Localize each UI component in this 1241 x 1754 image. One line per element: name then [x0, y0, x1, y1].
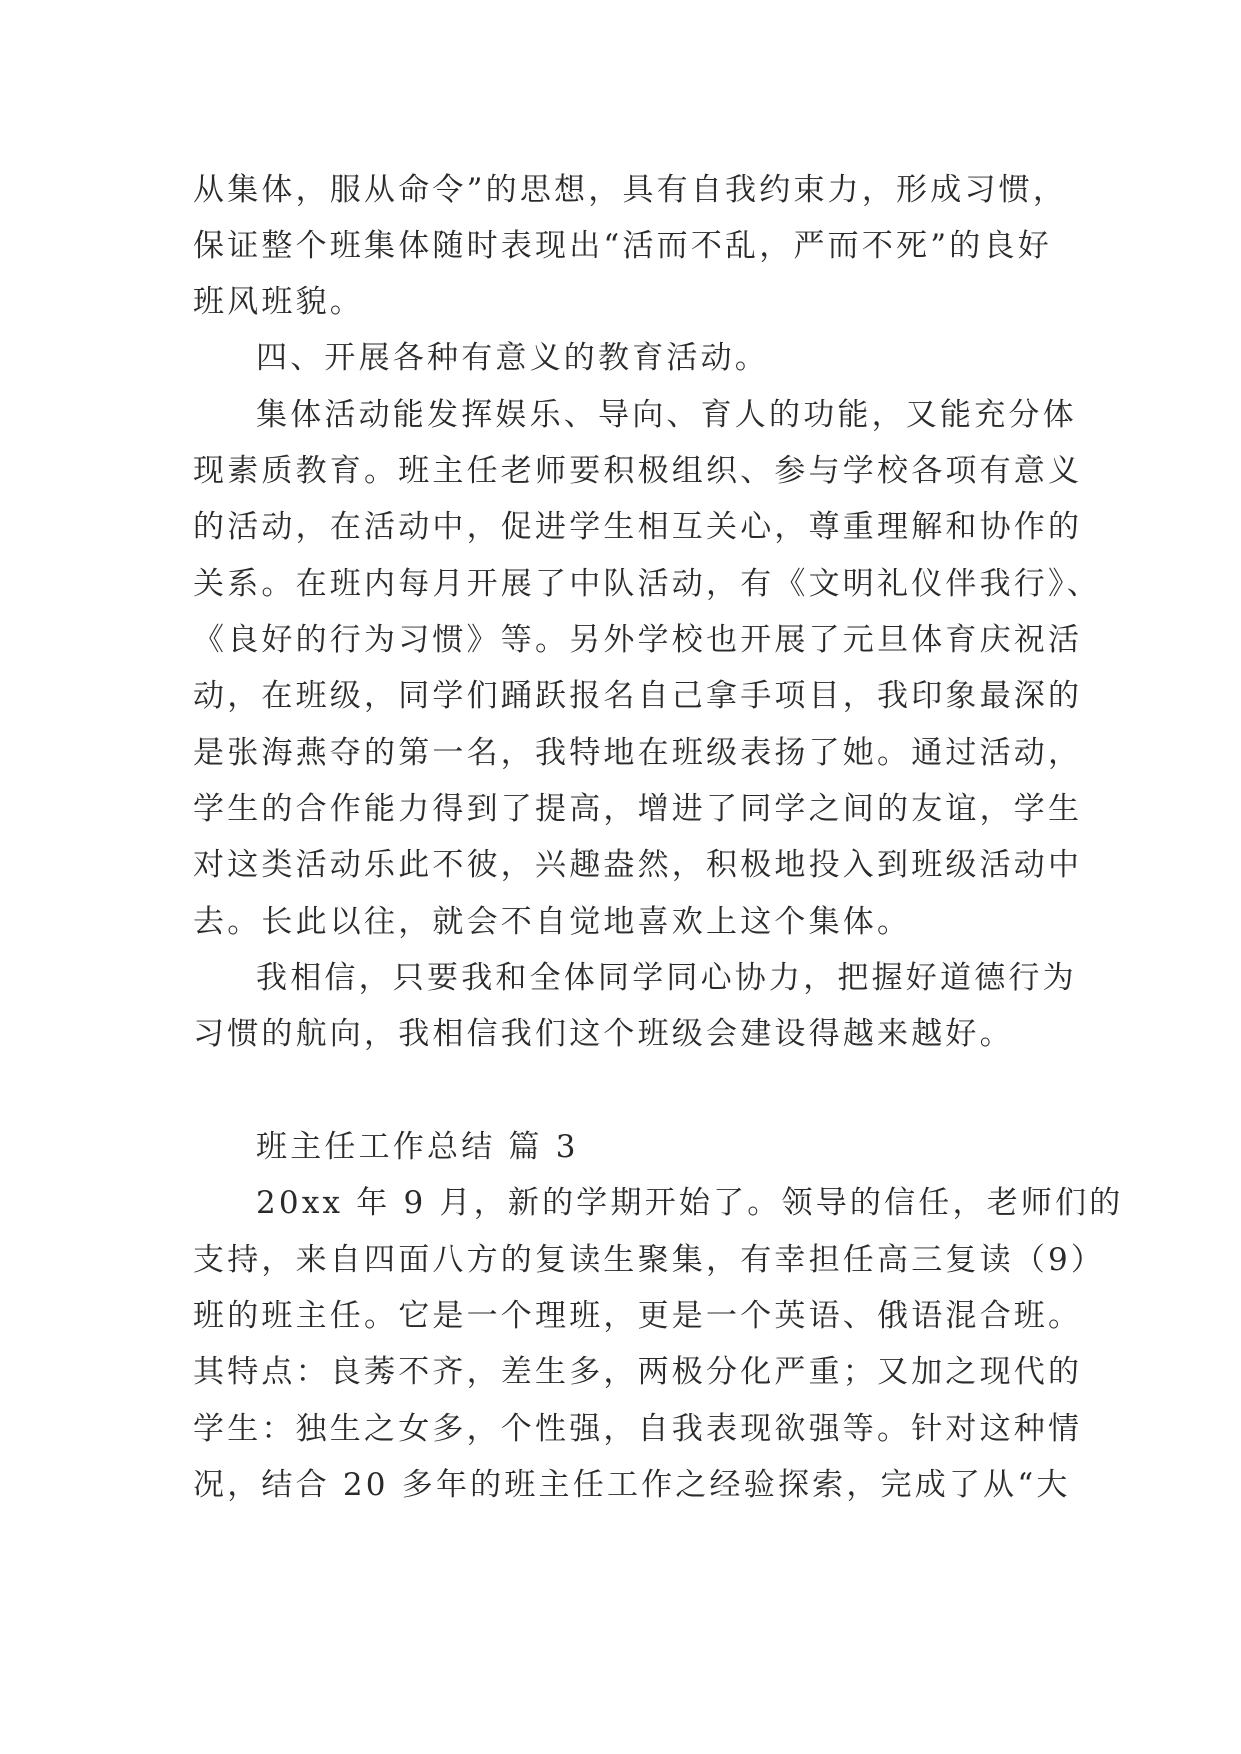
- paragraph-line: 关系。在班内每月开展了中队活动，有《文明礼仪伴我行》、: [193, 566, 1101, 602]
- paragraph-line: 况，结合 20 多年的班主任工作之经验探索，完成了从“大: [193, 1467, 1071, 1503]
- paragraph-line: 我相信，只要我和全体同学同心协力，把握好道德行为: [256, 960, 1077, 996]
- paragraph-line: 的活动，在活动中，促进学生相互关心，尊重理解和协作的: [193, 509, 1083, 545]
- paragraph-line: 班的班主任。它是一个理班，更是一个英语、俄语混合班。: [193, 1298, 1083, 1334]
- paragraph-line: 班风班貌。: [193, 284, 364, 320]
- section-title: 班主任工作总结 篇 3: [256, 1129, 579, 1165]
- paragraph-line: 习惯的航向，我相信我们这个班级会建设得越来越好。: [193, 1016, 1014, 1052]
- paragraph-line: 其特点：良莠不齐，差生多，两极分化严重；又加之现代的: [193, 1354, 1083, 1390]
- paragraph-line: 保证整个班集体随时表现出“活而不乱，严而不死”的良好: [193, 228, 1052, 264]
- paragraph-line: 去。长此以往，就会不自觉地喜欢上这个集体。: [193, 904, 912, 940]
- paragraph-line: 学生：独生之女多，个性强，自我表现欲强等。针对这种情: [193, 1411, 1083, 1447]
- paragraph-line: 现素质教育。班主任老师要积极组织、参与学校各项有意义: [193, 453, 1083, 489]
- section-heading: 四、开展各种有意义的教育活动。: [256, 340, 769, 376]
- paragraph-line: 20xx 年 9 月，新的学期开始了。领导的信任，老师们的: [256, 1185, 1124, 1221]
- paragraph-line: 《良好的行为习惯》等。另外学校也开展了元旦体育庆祝活: [193, 622, 1083, 658]
- paragraph-line: 从集体，服从命令”的思想，具有自我约束力，形成习惯，: [193, 172, 1068, 208]
- paragraph-line: 对这类活动乐此不彼，兴趣盎然，积极地投入到班级活动中: [193, 847, 1083, 883]
- paragraph-line: 学生的合作能力得到了提高，增进了同学之间的友谊，学生: [193, 791, 1083, 827]
- paragraph-line: 动，在班级，同学们踊跃报名自己拿手项目，我印象最深的: [193, 678, 1083, 714]
- paragraph-line: 支持，来自四面八方的复读生聚集，有幸担任高三复读（9）: [193, 1242, 1106, 1278]
- paragraph-line: 集体活动能发挥娱乐、导向、育人的功能，又能充分体: [256, 397, 1077, 433]
- paragraph-line: 是张海燕夺的第一名，我特地在班级表扬了她。通过活动，: [193, 735, 1083, 771]
